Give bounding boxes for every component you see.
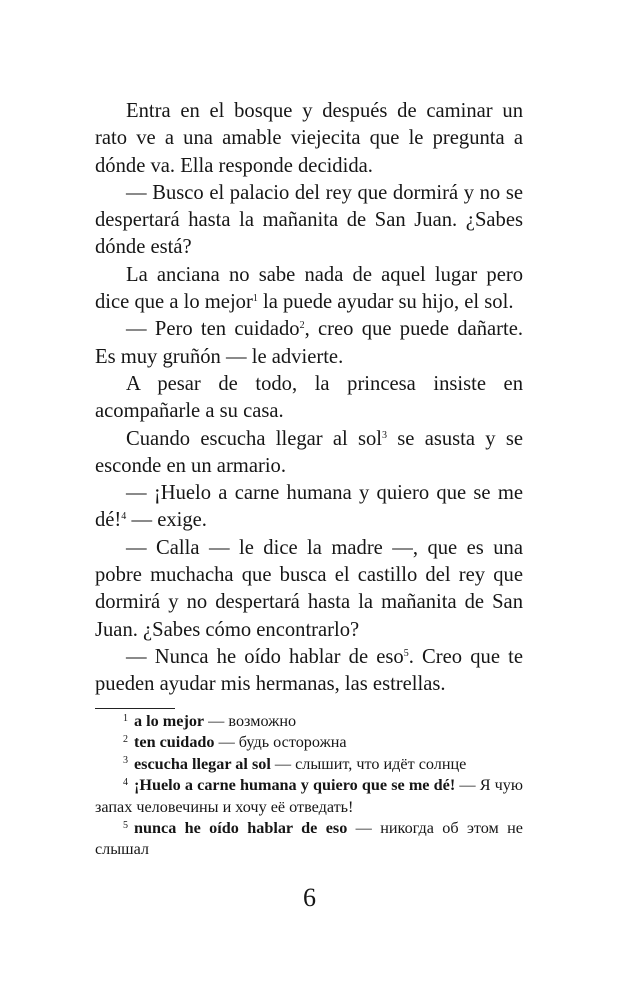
- footnote-number: 5: [123, 819, 128, 831]
- footnote-translation: — возможно: [204, 712, 297, 730]
- paragraph-text: se asusta y se esconde en un armario.: [95, 427, 523, 477]
- footnote-translation: — слышит, что идёт солнце: [270, 754, 467, 773]
- paragraph-text: La anciana no sabe nada de aquel lugar pero dice que a lo mejor: [95, 263, 523, 314]
- footnote-ref: 3: [382, 429, 388, 441]
- paragraph-text: Entra en el bosque y después de caminar un rato ve a una amable viejecita que le pregunta a dónde va. Ella responde decidida.: [95, 100, 523, 177]
- footnote-item: [95, 818, 523, 861]
- story-text: [95, 98, 523, 699]
- footnote-ref: 4: [121, 511, 127, 523]
- page-number: 6: [303, 883, 316, 912]
- footnote-item: [95, 732, 523, 753]
- footnotes: [95, 711, 523, 861]
- paragraph-text: la puede ayudar su hijo, el sol.: [257, 291, 514, 314]
- footnote-translation: — будь осторожна: [214, 733, 347, 752]
- footnote-item: [95, 775, 523, 818]
- paragraph: [95, 98, 523, 180]
- dialogue-text: , creo que puede dañarte. Es muy gruñón — le advierte.: [95, 318, 524, 368]
- paragraph: [95, 371, 523, 426]
- footnote-ref: 2: [299, 320, 305, 332]
- dialogue-text: — Busco el palacio del rey que dormirá y no se despertará hasta la mañanita de San Juan. ¿Sabes dónde está?: [95, 181, 523, 259]
- footnote-item: [95, 711, 523, 732]
- footnote-number: 3: [123, 755, 128, 767]
- paragraph: [95, 180, 523, 262]
- paragraph: [95, 262, 523, 317]
- dialogue-text: — Calla — le dice la madre —, que es una pobre muchacha que busca el castillo del rey que dormirá y no despertará hasta la mañanita de San Juan. ¿Sabes cómo encontrarlo?: [95, 536, 523, 641]
- footnote-term: nunca he oído hablar de eso: [134, 819, 348, 838]
- footnote-number: 1: [123, 712, 128, 724]
- paragraph: [95, 535, 523, 644]
- footnote-term: escucha llegar al sol: [134, 754, 271, 773]
- footnote-ref: 5: [403, 647, 409, 659]
- footnote-term: ¡Huelo a carne humana y quiero que se me dé!: [134, 776, 456, 795]
- footnote-term: ten cuidado: [134, 733, 215, 752]
- footnote-ref: 1: [252, 293, 258, 305]
- footnote-item: [95, 754, 523, 775]
- footnote-number: 4: [123, 776, 128, 788]
- dialogue-text: — Pero ten cuidado: [126, 318, 300, 341]
- footnote-divider: [95, 708, 175, 709]
- paragraph: [95, 316, 523, 371]
- footnote-translation: — Я чую запах человечины и хочу её отведать!: [95, 776, 523, 816]
- paragraph-text: A pesar de todo, la princesa insiste en acompañarle a su casa.: [95, 372, 523, 423]
- dialogue-text: — exige.: [126, 509, 207, 532]
- paragraph-text: Cuando escucha llegar al sol: [126, 427, 383, 450]
- paragraph: [95, 644, 523, 699]
- dialogue-text: . Creo que te pueden ayudar mis hermanas, las estrellas.: [95, 645, 523, 696]
- paragraph: [95, 480, 523, 535]
- dialogue-text: — ¡Huelo a carne humana y quiero que se me dé!: [95, 482, 523, 532]
- footnote-term: a lo mejor: [134, 712, 205, 730]
- footnote-number: 2: [123, 733, 128, 745]
- dialogue-text: — Nunca he oído hablar de eso: [126, 645, 404, 668]
- paragraph: [95, 426, 523, 481]
- footnote-translation: — никогда об этом не слышал: [95, 819, 523, 859]
